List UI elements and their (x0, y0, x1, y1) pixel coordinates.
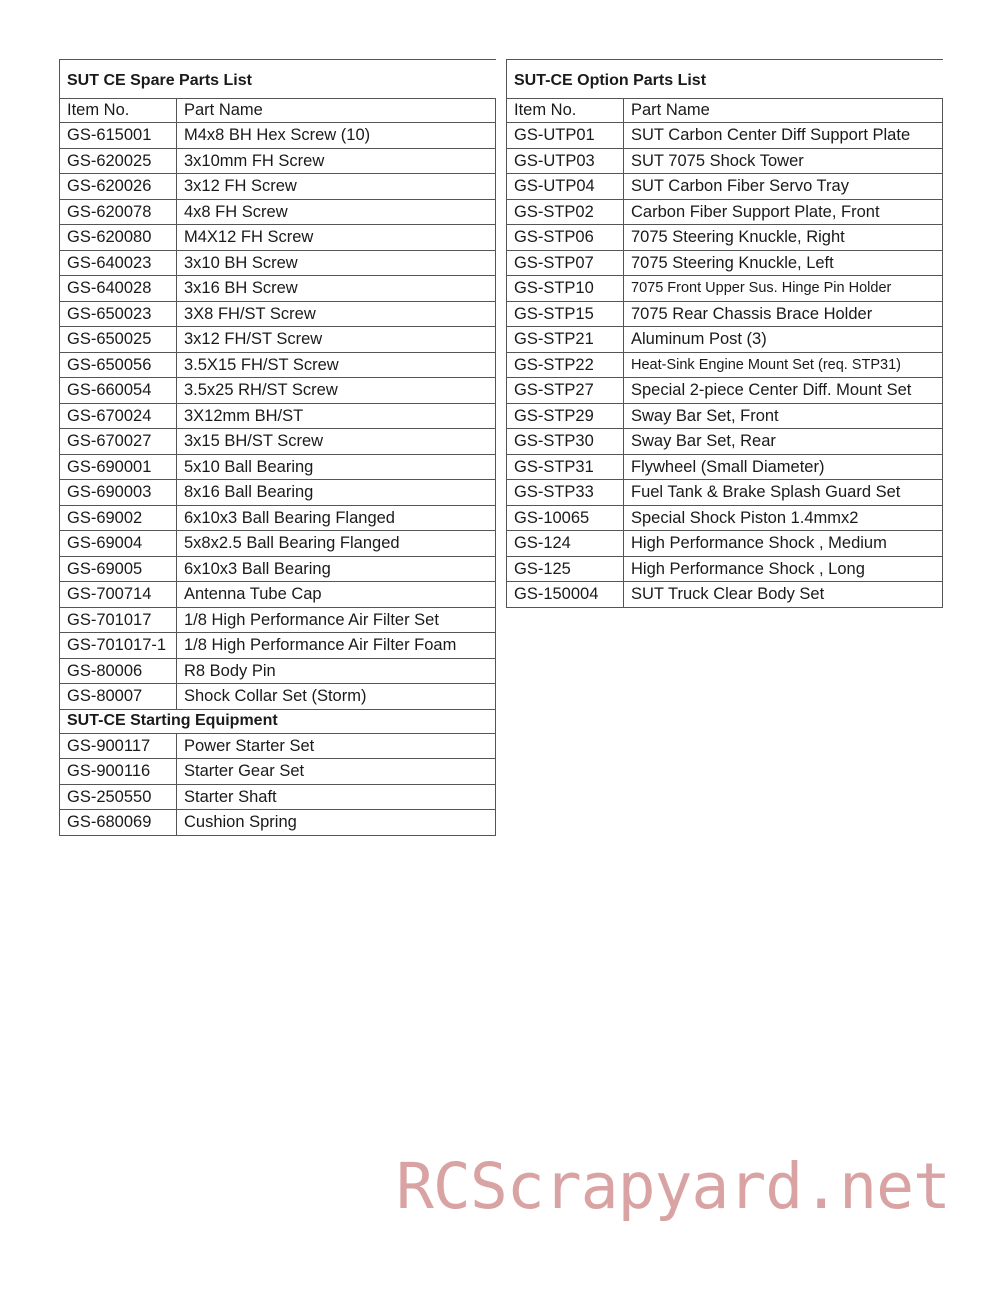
col-item-no: Item No. (60, 99, 177, 123)
item-no-cell: GS-250550 (60, 784, 177, 810)
table-row (60, 429, 496, 455)
table-row (60, 352, 496, 378)
item-no-cell: GS-69004 (60, 531, 177, 557)
spare-parts-title: SUT CE Spare Parts List (60, 60, 496, 99)
part-name-cell: M4X12 FH Screw (177, 225, 496, 251)
part-name-cell: SUT Truck Clear Body Set (624, 582, 943, 608)
part-name-cell: Shock Collar Set (Storm) (177, 684, 496, 710)
part-name-cell: SUT 7075 Shock Tower (624, 148, 943, 174)
table-row (60, 810, 496, 836)
part-name-cell: 5x8x2.5 Ball Bearing Flanged (177, 531, 496, 557)
item-no-cell: GS-660054 (60, 378, 177, 404)
item-no-cell: GS-650023 (60, 301, 177, 327)
item-no-cell: GS-701017 (60, 607, 177, 633)
part-name-cell: 7075 Front Upper Sus. Hinge Pin Holder (624, 276, 943, 302)
part-name-cell: 6x10x3 Ball Bearing (177, 556, 496, 582)
item-no-cell: GS-UTP04 (507, 174, 624, 200)
part-name-cell: 1/8 High Performance Air Filter Set (177, 607, 496, 633)
part-name-cell: Fuel Tank & Brake Splash Guard Set (624, 480, 943, 506)
item-no-cell: GS-UTP03 (507, 148, 624, 174)
part-name-cell: 7075 Steering Knuckle, Right (624, 225, 943, 251)
item-no-cell: GS-701017-1 (60, 633, 177, 659)
table-row (60, 759, 496, 785)
part-name-cell: Special 2-piece Center Diff. Mount Set (624, 378, 943, 404)
item-no-cell: GS-STP07 (507, 250, 624, 276)
table-row (60, 327, 496, 353)
table-row (60, 301, 496, 327)
part-name-cell: 3X8 FH/ST Screw (177, 301, 496, 327)
part-name-cell: 5x10 Ball Bearing (177, 454, 496, 480)
item-no-cell: GS-150004 (507, 582, 624, 608)
item-no-cell: GS-STP30 (507, 429, 624, 455)
table-row (507, 301, 943, 327)
part-name-cell: Special Shock Piston 1.4mmx2 (624, 505, 943, 531)
part-name-cell: 3x12 FH/ST Screw (177, 327, 496, 353)
table-row (507, 276, 943, 302)
watermark: RCScrapyard.net (396, 1150, 950, 1223)
table-row (507, 429, 943, 455)
part-name-cell: Sway Bar Set, Rear (624, 429, 943, 455)
table-row (60, 531, 496, 557)
item-no-cell: GS-STP22 (507, 352, 624, 378)
table-row (507, 352, 943, 378)
part-name-cell: Sway Bar Set, Front (624, 403, 943, 429)
part-name-cell: High Performance Shock , Medium (624, 531, 943, 557)
part-name-cell: 3x10 BH Screw (177, 250, 496, 276)
table-row (60, 174, 496, 200)
part-name-cell: Carbon Fiber Support Plate, Front (624, 199, 943, 225)
table-row (60, 378, 496, 404)
table-row (507, 531, 943, 557)
table-row (60, 556, 496, 582)
item-no-cell: GS-640023 (60, 250, 177, 276)
item-no-cell: GS-900117 (60, 733, 177, 759)
item-no-cell: GS-670027 (60, 429, 177, 455)
table-row (60, 480, 496, 506)
part-name-cell: 4x8 FH Screw (177, 199, 496, 225)
item-no-cell: GS-700714 (60, 582, 177, 608)
part-name-cell: 3x15 BH/ST Screw (177, 429, 496, 455)
table-row (60, 607, 496, 633)
item-no-cell: GS-STP06 (507, 225, 624, 251)
item-no-cell: GS-670024 (60, 403, 177, 429)
part-name-cell: 7075 Rear Chassis Brace Holder (624, 301, 943, 327)
table-row (60, 784, 496, 810)
part-name-cell: Antenna Tube Cap (177, 582, 496, 608)
item-no-cell: GS-69005 (60, 556, 177, 582)
table-row (507, 582, 943, 608)
part-name-cell: Flywheel (Small Diameter) (624, 454, 943, 480)
part-name-cell: SUT Carbon Center Diff Support Plate (624, 123, 943, 149)
item-no-cell: GS-STP15 (507, 301, 624, 327)
spare-parts-header (60, 99, 496, 123)
table-row (60, 403, 496, 429)
item-no-cell: GS-650056 (60, 352, 177, 378)
item-no-cell: GS-STP29 (507, 403, 624, 429)
part-name-cell: M4x8 BH Hex Screw (10) (177, 123, 496, 149)
table-row (507, 123, 943, 149)
table-row (507, 556, 943, 582)
option-parts-title: SUT-CE Option Parts List (507, 60, 943, 99)
table-row (507, 199, 943, 225)
table-row (60, 658, 496, 684)
part-name-cell: 6x10x3 Ball Bearing Flanged (177, 505, 496, 531)
part-name-cell: 3x16 BH Screw (177, 276, 496, 302)
table-row (507, 454, 943, 480)
spare-parts-table (59, 59, 496, 836)
table-row (60, 633, 496, 659)
table-row (507, 250, 943, 276)
item-no-cell: GS-STP31 (507, 454, 624, 480)
table-row (60, 199, 496, 225)
table-row (60, 505, 496, 531)
part-name-cell: Cushion Spring (177, 810, 496, 836)
table-row (60, 148, 496, 174)
item-no-cell: GS-650025 (60, 327, 177, 353)
item-no-cell: GS-690001 (60, 454, 177, 480)
col-part-name: Part Name (624, 99, 943, 123)
item-no-cell: GS-680069 (60, 810, 177, 836)
part-name-cell: 3x10mm FH Screw (177, 148, 496, 174)
item-no-cell: GS-620026 (60, 174, 177, 200)
table-row (60, 684, 496, 710)
part-name-cell: 1/8 High Performance Air Filter Foam (177, 633, 496, 659)
item-no-cell: GS-620078 (60, 199, 177, 225)
part-name-cell: Starter Shaft (177, 784, 496, 810)
table-row (507, 403, 943, 429)
item-no-cell: GS-69002 (60, 505, 177, 531)
item-no-cell: GS-10065 (507, 505, 624, 531)
table-row (60, 276, 496, 302)
item-no-cell: GS-124 (507, 531, 624, 557)
col-item-no: Item No. (507, 99, 624, 123)
part-name-cell: High Performance Shock , Long (624, 556, 943, 582)
table-row (507, 378, 943, 404)
table-row (507, 174, 943, 200)
item-no-cell: GS-620025 (60, 148, 177, 174)
item-no-cell: GS-125 (507, 556, 624, 582)
item-no-cell: GS-STP10 (507, 276, 624, 302)
item-no-cell: GS-690003 (60, 480, 177, 506)
part-name-cell: Heat-Sink Engine Mount Set (req. STP31) (624, 352, 943, 378)
col-part-name: Part Name (177, 99, 496, 123)
table-row (60, 733, 496, 759)
part-name-cell: 8x16 Ball Bearing (177, 480, 496, 506)
table-row (507, 505, 943, 531)
starting-equipment-title: SUT-CE Starting Equipment (60, 709, 496, 733)
part-name-cell: 3X12mm BH/ST (177, 403, 496, 429)
item-no-cell: GS-900116 (60, 759, 177, 785)
part-name-cell: SUT Carbon Fiber Servo Tray (624, 174, 943, 200)
item-no-cell: GS-STP27 (507, 378, 624, 404)
part-name-cell: 3x12 FH Screw (177, 174, 496, 200)
table-row (60, 454, 496, 480)
table-row (60, 582, 496, 608)
item-no-cell: GS-620080 (60, 225, 177, 251)
item-no-cell: GS-640028 (60, 276, 177, 302)
part-name-cell: 7075 Steering Knuckle, Left (624, 250, 943, 276)
item-no-cell: GS-STP02 (507, 199, 624, 225)
table-row (60, 225, 496, 251)
part-name-cell: 3.5X15 FH/ST Screw (177, 352, 496, 378)
table-row (507, 480, 943, 506)
part-name-cell: 3.5x25 RH/ST Screw (177, 378, 496, 404)
item-no-cell: GS-STP33 (507, 480, 624, 506)
option-parts-header (507, 99, 943, 123)
item-no-cell: GS-80006 (60, 658, 177, 684)
part-name-cell: Starter Gear Set (177, 759, 496, 785)
part-name-cell: Aluminum Post (3) (624, 327, 943, 353)
part-name-cell: R8 Body Pin (177, 658, 496, 684)
table-row (507, 327, 943, 353)
item-no-cell: GS-615001 (60, 123, 177, 149)
table-row (507, 148, 943, 174)
item-no-cell: GS-80007 (60, 684, 177, 710)
table-row (507, 225, 943, 251)
item-no-cell: GS-UTP01 (507, 123, 624, 149)
item-no-cell: GS-STP21 (507, 327, 624, 353)
table-row (60, 123, 496, 149)
option-parts-table (506, 59, 943, 608)
part-name-cell: Power Starter Set (177, 733, 496, 759)
table-row (60, 250, 496, 276)
